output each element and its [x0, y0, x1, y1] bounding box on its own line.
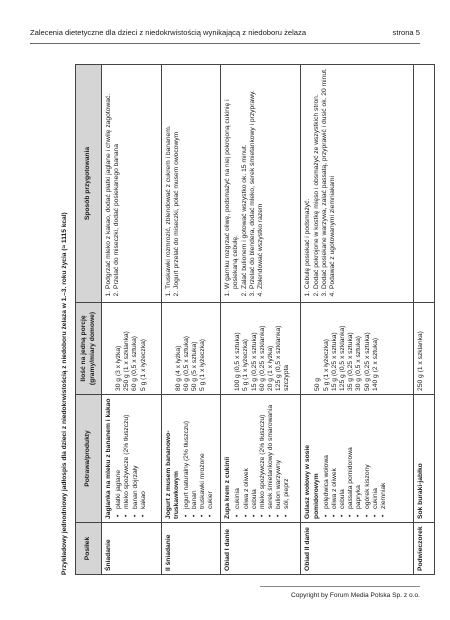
ingredient: • jogurt naturalny (2% tłuszczu): [183, 398, 191, 509]
method-cell: [161, 65, 221, 303]
amount-value: 250 g (1 x szklanka): [417, 331, 425, 391]
amount-value: 50 g: [314, 377, 322, 391]
ingredient: • banan dojrzały: [132, 398, 140, 509]
amount-value: 100 g (0,5 x sztuka): [234, 332, 242, 391]
ingredient: • passata pomidorowa: [347, 398, 355, 509]
method-step: 4. Zblendować wszystko razem: [257, 68, 265, 289]
ingredient: • cukinia: [234, 398, 242, 509]
dish-name: Jogurt z musem bananowo-truskawkowym: [164, 430, 180, 519]
amounts-cell: [414, 303, 435, 395]
amount-value: 5 g (1 x łyżeczka): [322, 338, 330, 391]
table-row: [414, 65, 435, 575]
amount-value: 35 g (0,25 x sztuka): [347, 332, 355, 391]
method-step: 3. Dodać posiekane warzywa, zalać passatą, przyprawić i dusić ok. 20 minut.: [321, 68, 329, 289]
table-row: [301, 65, 414, 575]
method-steps: [224, 68, 265, 299]
meal-name: II śniadanie: [161, 523, 221, 575]
method-steps: [165, 68, 181, 299]
table-header-row: [76, 65, 102, 575]
ingredient: • serek śmietankowy do smarowania: [267, 398, 275, 509]
ingredient: • cukinia: [372, 398, 380, 509]
ingredient: • oliwa z oliwek: [243, 398, 251, 509]
header-amount: Ilość na jedną porcję (gramy/miary domowe): [76, 303, 102, 395]
meal-name: Podwieczorek: [414, 523, 435, 575]
amount-value: 20 g (1 x łyżka): [266, 345, 274, 391]
method-step: 4. Podawać z ugotowanymi ziemniakami: [329, 68, 337, 289]
page-number: strona 5: [392, 28, 420, 37]
ingredients-list: [115, 398, 148, 519]
amount-value: 50 g (0,25 x sztuka): [363, 332, 371, 391]
products-cell: [102, 395, 162, 523]
header-meal: Posiłek: [76, 523, 102, 575]
method-step: 1. W garnku rozgrzać oliwę, podsmażyć na niej pokrojoną cukinię i posiekaną cebulę.: [224, 68, 240, 289]
amounts-cell: [301, 303, 414, 395]
products-cell: [221, 395, 301, 523]
ingredients-list: [183, 398, 216, 519]
method-cell: [102, 65, 162, 303]
amount-value: szczypta: [283, 364, 291, 391]
method-step: 3. Przelać do blendera, dodać mleko, serek śmietankowy i przyprawy.: [249, 68, 257, 289]
amount-value: 125 g (0,5 x szklanka): [338, 325, 346, 391]
ingredient: • papryka: [355, 398, 363, 509]
amounts-cell: [221, 303, 301, 395]
header-products: Potrawa/produkty: [76, 395, 102, 523]
dish-name: Zupa krem z cukinii: [224, 456, 232, 519]
copyright-text: Copyright by Forum Media Polska Sp. z o.o.: [291, 592, 420, 599]
table-row: [102, 65, 162, 575]
amount-value: 60 g (0,5 x sztuka): [182, 335, 190, 391]
ingredient: • banan: [191, 398, 199, 509]
method-step: 2. Zalać bulionem i gotować wszystko ok. 15 minut.: [241, 68, 249, 289]
amounts-cell: [102, 303, 162, 395]
ingredient: • płatki jaglane: [115, 398, 123, 509]
ingredient: • mleko spożywcze (2% tłuszczu): [259, 398, 267, 509]
dish-name: Sok buraki-jabłko: [417, 463, 425, 519]
table-row: [161, 65, 221, 575]
method-steps: [105, 68, 121, 299]
products-cell: [301, 395, 414, 523]
ingredient: • ogórek kiszony: [364, 398, 372, 509]
ingredient: • oliwa z oliwek: [331, 398, 339, 509]
amount-value: 30 g (3 x łyżka): [115, 345, 122, 391]
page-header: [30, 24, 420, 44]
method-cell: [221, 65, 301, 303]
document-title: Zalecenia dietetyczne dla dzieci z niedokrwistością wynikającą z niedoboru żelaza: [30, 28, 307, 37]
method-step: 2. Przelać do miseczki, dodać posiekanego banana: [113, 68, 121, 289]
dish-name: Gulasz wołowy w sosie pomidorowym: [304, 445, 320, 519]
ingredient: • cebula: [251, 398, 259, 509]
table-row: [221, 65, 301, 575]
amount-value: 80 g (4 x łyżka): [174, 345, 182, 391]
ingredient: • truskawki mrożone: [199, 398, 207, 509]
header-rule: [30, 43, 420, 44]
ingredients-list: [234, 398, 291, 519]
ingredient: • cukier: [207, 398, 215, 509]
amount-value: 60 g (0,5 x sztuka): [131, 335, 139, 391]
rotated-table-wrapper: [61, 65, 435, 575]
amount-value: 60 g (0,25 x szklanka): [258, 325, 266, 391]
ingredients-list: [323, 398, 388, 519]
amount-value: 140 g (2 x sztuka): [371, 337, 379, 391]
ingredient: • mleko spożywcze (2% tłuszczu): [123, 398, 131, 509]
ingredient: • cebula: [339, 398, 347, 509]
amount-value: 5 g (1 x łyżeczka): [242, 338, 250, 391]
method-cell: [414, 65, 435, 303]
meal-name: Obiad II danie: [301, 523, 414, 575]
amount-value: 15 g (0,25 x sztuka): [250, 332, 258, 391]
meal-name: Obiad I danie: [221, 523, 301, 575]
method-step: 1. Truskawki rozmrozić, zblendować z cukrem i bananem.: [165, 68, 173, 289]
ingredient: • kakao: [140, 398, 148, 509]
amount-value: 250 g (1 x szklanka): [123, 331, 131, 391]
method-cell: [301, 65, 414, 303]
ingredient: • ziemniak: [380, 398, 388, 509]
method-step: 2. Dodać pokrojone w kostkę mięso i obsmażyć ze wszystkich stron.: [313, 68, 321, 289]
amount-value: 125 g (0,5 x szklanka): [275, 325, 283, 391]
products-cell: [414, 395, 435, 523]
menu-table: [75, 64, 435, 575]
amount-value: 30 g (0,5 x sztuka): [355, 335, 363, 391]
method-steps: [304, 68, 337, 299]
amount-value: 5 g (1 x łyżeczka): [139, 338, 147, 391]
header-method: Sposób przygotowania: [76, 65, 102, 303]
table-caption: Przykładowy jednodniowy jadłospis dla dzieci z niedokrwistością z niedoboru żelaza w 1.–3. roku życia (≈ 1115 kcal): [61, 212, 68, 575]
method-step: 1. Cebulę posiekać i podsmażyć.: [304, 68, 312, 289]
footer-rule: [260, 586, 420, 587]
method-step: 1. Podgrzać mleko z kakao, dodać płatki jaglane i chwilę zagotować.: [105, 68, 113, 289]
products-cell: [161, 395, 221, 523]
meal-name: Śniadanie: [102, 523, 162, 575]
method-step: 2. Jogurt przelać do miseczki, polać musem owocowym: [173, 68, 181, 289]
amount-value: 15 g (0,25 x sztuka): [330, 332, 338, 391]
ingredient: • sól, pieprz: [283, 398, 291, 509]
dish-name: Jaglanka na mleku z bananem i kakao: [105, 398, 112, 519]
ingredient: • bulion warzywny: [275, 398, 283, 509]
amount-value: 50 g (5 x sztuka): [190, 341, 198, 391]
page-footer: [291, 592, 420, 599]
ingredient: • polędwica wołowa: [323, 398, 331, 509]
amounts-cell: [161, 303, 221, 395]
amount-value: 5 g (1 x łyżeczka): [199, 338, 207, 391]
